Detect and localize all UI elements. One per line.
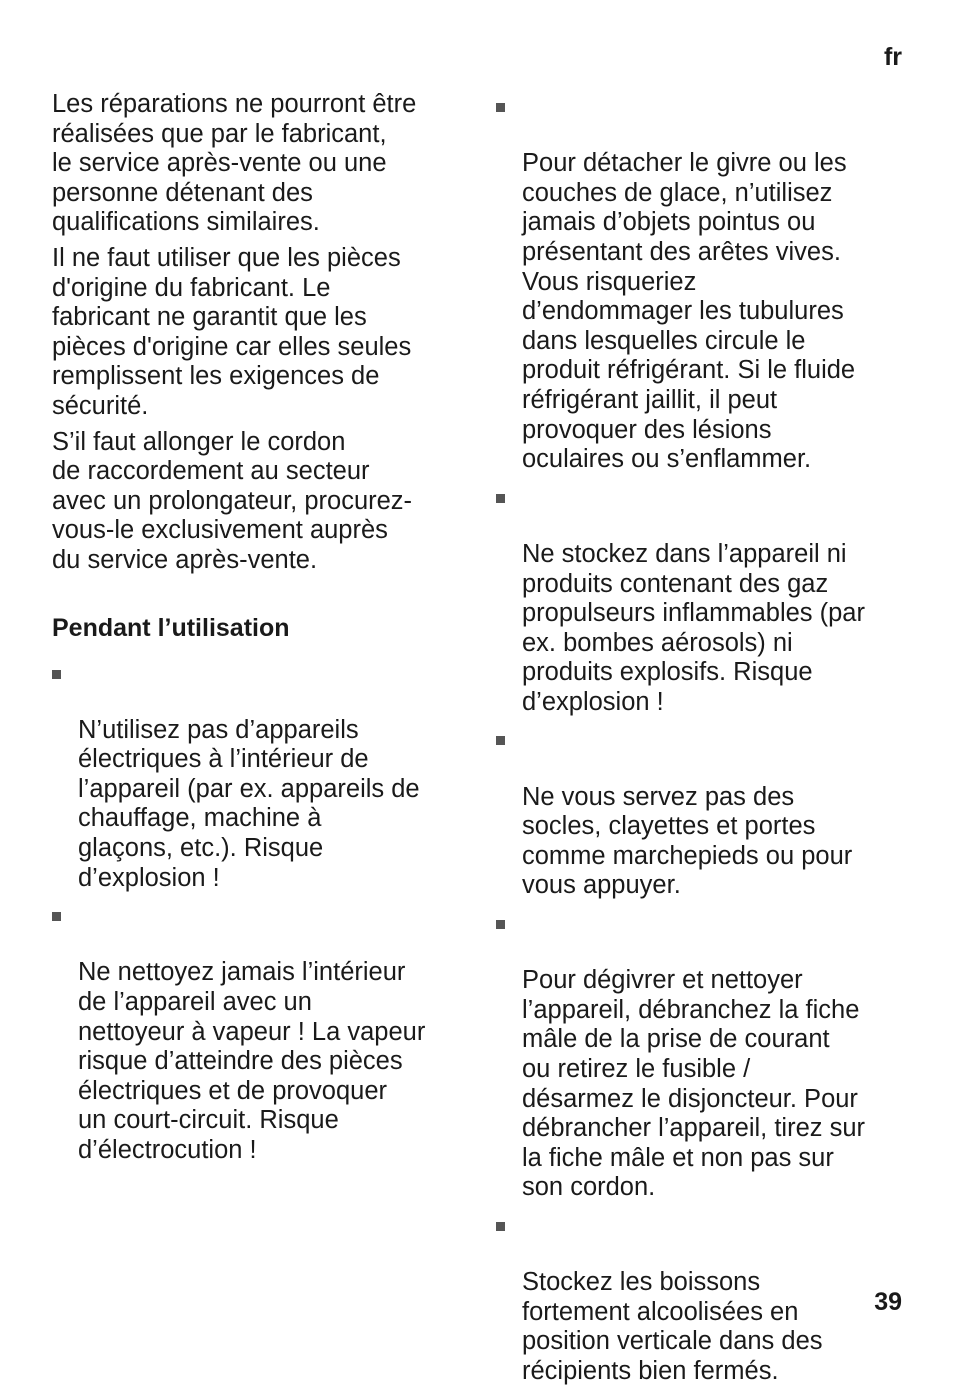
- bullet-text: Stockez les boissons fortement alcoolisées en position verticale dans des récipients bien fermés.: [522, 1268, 823, 1385]
- bullet-text: Pour dégivrer et nettoyer l’appareil, débranchez la fiche mâle de la prise de courant ou retirez le fusible / désarmez le disjoncteur. Pour débrancher l’appareil, tirez sur la fiche mâle et non pas sur son cordon.: [522, 966, 866, 1202]
- left-column: [52, 90, 454, 1172]
- square-bullet-icon: [52, 670, 61, 679]
- paragraph-repairs: Les réparations ne pourront être réalisées que par le fabricant, le service après-vente ou une personne détenant des qualifications similaires.: [52, 90, 417, 237]
- bullet-list-right: [496, 90, 904, 1387]
- square-bullet-icon: [496, 494, 505, 503]
- bullet-item: [496, 1209, 904, 1387]
- square-bullet-icon: [496, 920, 505, 929]
- bullet-text: Pour détacher le givre ou les couches de glace, n’utilisez jamais d’objets pointus ou présentant des arêtes vives. Vous risqueriez d’endommager les tubulures dans lesquelles circule le produit réfrigérant. Si le fluide réfrigérant jaillit, il peut provoquer des lésions oculaires ou s’enflammer.: [522, 149, 856, 474]
- right-column: [496, 90, 904, 1393]
- square-bullet-icon: [496, 1222, 505, 1231]
- section-heading: Pendant l’utilisation: [52, 613, 290, 642]
- bullet-text: N’utilisez pas d’appareils électriques à l’intérieur de l’appareil (par ex. appareils de chauffage, machine à glaçons, etc.). Risque d’explosion !: [78, 715, 420, 892]
- bullet-text: Ne vous servez pas des socles, clayettes et portes comme marchepieds ou pour vous appuyer.: [522, 782, 853, 900]
- paragraph-original-parts: Il ne faut utiliser que les pièces d'origine du fabricant. Le fabricant ne garantit que les pièces d'origine car elles seules remplissent les exigences de sécurité.: [52, 243, 412, 420]
- bullet-text: Ne nettoyez jamais l’intérieur de l’appareil avec un nettoyeur à vapeur ! La vapeur risque d’atteindre des pièces électriques et de provoquer un court-circuit. Risque d’électrocution !: [78, 958, 426, 1164]
- bullet-item: [496, 90, 904, 475]
- bullet-text: Ne stockez dans l’appareil ni produits contenant des gaz propulseurs inflammables (par ex. bombes aérosols) ni produits explosifs. Risque d’explosion !: [522, 539, 865, 716]
- bullet-item: [52, 899, 454, 1165]
- bullet-item: [496, 907, 904, 1203]
- bullet-item: [52, 657, 454, 894]
- paragraph-extension-cord: S’il faut allonger le cordon de raccordement au secteur avec un prolongateur, procurez- vous-le exclusivement auprès du service après-vente.: [52, 427, 413, 574]
- bullet-list-left: [52, 657, 454, 1166]
- bullet-item: [496, 481, 904, 718]
- square-bullet-icon: [496, 736, 505, 745]
- page-number: 39: [874, 1288, 902, 1316]
- bullet-item: [496, 723, 904, 901]
- square-bullet-icon: [52, 912, 61, 921]
- language-code: fr: [883, 43, 902, 71]
- square-bullet-icon: [496, 103, 505, 112]
